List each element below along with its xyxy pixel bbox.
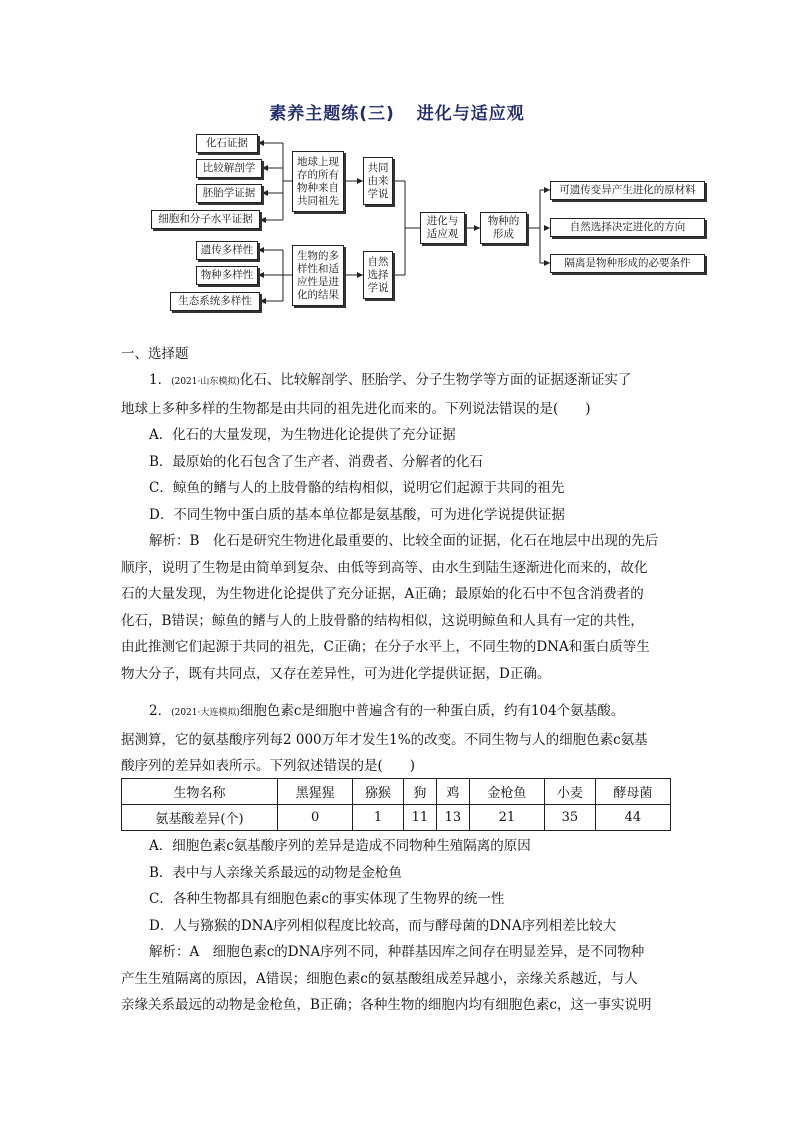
outcome-isolation: 隔离是物种形成的必要条件 — [550, 254, 705, 273]
q2-analysis-line-2: 产生生殖隔离的原因，A错误；细胞色素c的氨基酸组成差异越小，亲缘关系越近，与人 — [121, 970, 638, 987]
table-cell: 11 — [403, 805, 436, 831]
outcome-selection: 自然选择决定进化的方向 — [550, 218, 705, 237]
concept-diagram — [0, 0, 794, 330]
q1-option-a: A．化石的大量发现，为生物进化论提供了充分证据 — [149, 427, 456, 443]
table-row — [122, 805, 671, 831]
common-descent-box: 共同由来学说 — [363, 157, 393, 205]
q1-number: 1． — [149, 372, 172, 388]
speciation-box: 物种的形成 — [480, 212, 527, 244]
q2-option-c: C．各种生物都具有细胞色素c的事实体现了生物界的统一性 — [149, 891, 505, 907]
table-cell: 44 — [595, 805, 670, 831]
q2-stem-line-2: 据测算，它的氨基酸序列每2 000万年才发生1%的改变。不同生物与人的细胞色素c氨基 — [121, 731, 648, 748]
q2-option-b: B．表中与人亲缘关系最远的动物是金枪鱼 — [149, 864, 402, 881]
table-cell: 氨基酸差异(个) — [122, 805, 278, 831]
diversity-ecosystem: 生态系统多样性 — [170, 292, 260, 311]
diagram-connectors — [0, 0, 794, 330]
q1-source: (2021·山东模拟) — [171, 377, 240, 387]
cytochrome-table — [121, 778, 671, 831]
table-header-cell: 酵母菌 — [595, 779, 670, 805]
question-2-continued — [121, 833, 679, 1019]
table-header-cell: 猕猴 — [353, 779, 404, 805]
common-ancestor-box: 地球上现存的所有物种来自共同祖先 — [292, 151, 344, 212]
q2-stem-line-1 — [121, 698, 679, 727]
q2-source: (2021·大连模拟) — [171, 708, 240, 718]
q1-analysis-line-2: 顺序，说明了生物是由简单到复杂、由低等到高等、由水生到陆生逐渐进化而来的，故化 — [121, 559, 648, 576]
q2-stem-line-3: 酸序列的差异如表所示。下列叙述错误的是( ) — [121, 758, 416, 774]
evidence-embryology: 胚胎学证据 — [196, 184, 262, 203]
evolution-adaptation-box: 进化与适应观 — [420, 212, 465, 244]
table-cell: 21 — [469, 805, 544, 831]
table-header-row — [122, 779, 671, 805]
q1-analysis-line-5: 由此推测它们起源于共同的祖先，C正确；在分子水平上，不同生物的DNA和蛋白质等生 — [121, 639, 650, 655]
table-cell: 1 — [353, 805, 404, 831]
q1-option-c: C．鲸鱼的鳍与人的上肢骨骼的结构相似，说明它们起源于共同的祖先 — [149, 480, 565, 496]
q1-analysis-line-4: 化石，B错误；鲸鱼的鳍与人的上肢骨骼的结构相似，这说明鲸鱼和人具有一定的共性， — [121, 612, 644, 629]
q1-analysis-line-3: 石的大量发现，为生物进化论提供了充分证据，A正确；最原始的化石中不包含消费者的 — [121, 586, 644, 602]
table-cell: 0 — [278, 805, 353, 831]
evidence-molecular: 细胞和分子水平证据 — [151, 210, 260, 229]
diversity-genetic: 遗传多样性 — [196, 241, 258, 260]
table-header-cell: 小麦 — [545, 779, 596, 805]
q1-stem-line-2: 地球上多种多样的生物都是由共同的祖先进化而来的。下列说法错误的是( ) — [121, 400, 591, 417]
evidence-fossil: 化石证据 — [196, 134, 258, 153]
section-block — [121, 341, 679, 368]
q1-option-d: D．不同生物中蛋白质的基本单位都是氨基酸，可为进化学说提供证据 — [149, 506, 565, 523]
q1-analysis-line-1: 解析：B 化石是研究生物进化最重要的、比较全面的证据，化石在地层中出现的先后 — [149, 533, 659, 549]
q2-number: 2． — [149, 703, 172, 719]
title-main: 素养主题练(三) — [269, 104, 395, 124]
table-header-cell: 鸡 — [436, 779, 469, 805]
diversity-species: 物种多样性 — [196, 266, 258, 285]
q1-analysis-line-6: 物大分子，既有共同点，又存在差异性，可为进化学提供证据，D正确。 — [121, 665, 551, 682]
outcome-variation: 可遗传变异产生进化的原材料 — [550, 181, 705, 200]
table-cell: 13 — [436, 805, 469, 831]
table-header-cell: 黑猩猩 — [278, 779, 353, 805]
natural-selection-box: 自然选择学说 — [363, 251, 393, 299]
q2-option-d: D．人与猕猴的DNA序列相似程度比较高，而与酵母菌的DNA序列相差比较大 — [149, 917, 617, 934]
section-heading: 一、选择题 — [121, 346, 189, 362]
diversity-result-box: 生物的多样性和适应性是进化的结果 — [292, 245, 344, 306]
table-cell: 35 — [545, 805, 596, 831]
q2-analysis-line-1: 解析：A 细胞色素c的DNA序列不同，种群基因库之间存在明显差异，是不同物种 — [149, 944, 645, 960]
question-1 — [121, 367, 679, 687]
table-header-cell: 金枪鱼 — [469, 779, 544, 805]
q1-stem-1: 化石、比较解剖学、胚胎学、分子生物学等方面的证据逐渐证实了 — [239, 372, 632, 388]
evidence-anatomy: 比较解剖学 — [196, 159, 262, 178]
q1-stem-line-1 — [121, 367, 679, 396]
q1-option-b: B．最原始的化石包含了生产者、消费者、分解者的化石 — [149, 453, 483, 470]
title-sub: 进化与适应观 — [416, 104, 525, 124]
table-header-cell: 生物名称 — [122, 779, 278, 805]
table-header-cell: 狗 — [403, 779, 436, 805]
q2-analysis-line-3: 亲缘关系最远的动物是金枪鱼，B正确；各种生物的细胞内均有细胞色素c，这一事实说明 — [121, 997, 652, 1013]
q2-option-a: A．细胞色素c氨基酸序列的差异是造成不同物种生殖隔离的原因 — [149, 838, 531, 854]
q2-stem-1: 细胞色素c是细胞中普遍含有的一种蛋白质，约有104个氨基酸。 — [239, 703, 625, 719]
question-2 — [121, 698, 679, 780]
